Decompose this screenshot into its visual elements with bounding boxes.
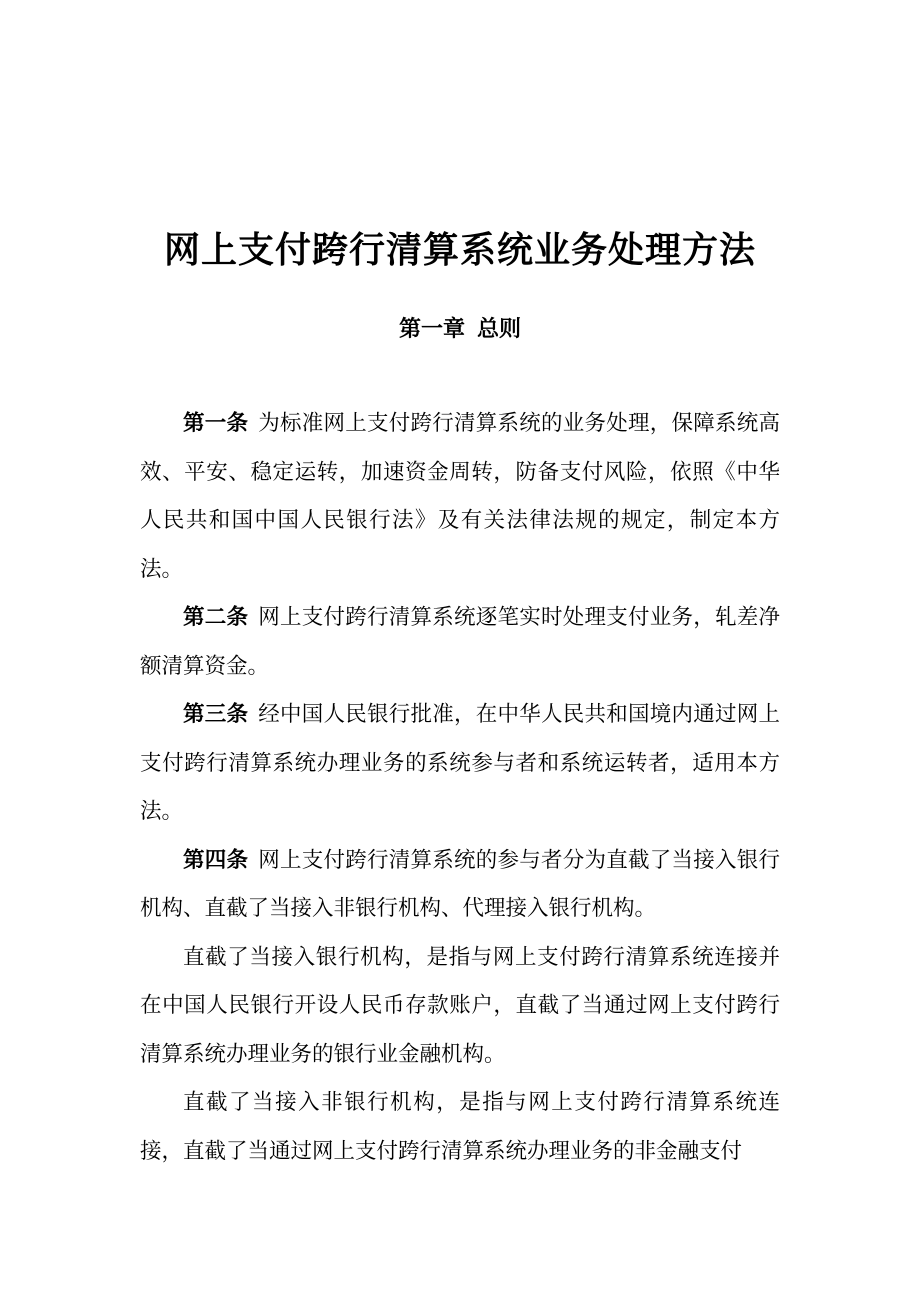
chapter-number: 第一章 bbox=[398, 317, 465, 342]
document-body bbox=[140, 400, 780, 1176]
article-label: 第二条 bbox=[183, 605, 249, 630]
article-1 bbox=[140, 400, 780, 594]
article-4 bbox=[140, 837, 780, 934]
article-text: 网上支付跨行清算系统的参与者分为直截了当接入银行机构、直截了当接入非银行机构、代理接入银行机构。 bbox=[140, 847, 780, 921]
paragraph-direct-bank: 直截了当接入银行机构，是指与网上支付跨行清算系统连接并在中国人民银行开设人民币存款账户，直截了当通过网上支付跨行清算系统办理业务的银行业金融机构。 bbox=[140, 944, 780, 1067]
article-text: 经中国人民银行批准，在中华人民共和国境内通过网上支付跨行清算系统办理业务的系统参与者和系统运转者，适用本方法。 bbox=[140, 702, 780, 824]
chapter-name: 总则 bbox=[477, 317, 522, 342]
article-label: 第四条 bbox=[183, 847, 249, 873]
chapter-title bbox=[0, 312, 920, 348]
article-text: 为标准网上支付跨行清算系统的业务处理，保障系统高效、平安、稳定运转，加速资金周转，防备支付风险，依照《中华人民共和国中国人民银行法》及有关法律法规的规定，制定本方法。 bbox=[140, 411, 780, 582]
article-3 bbox=[140, 691, 780, 837]
paragraph-direct-nonbank: 直截了当接入非银行机构，是指与网上支付跨行清算系统连接，直截了当通过网上支付跨行清算系统办理业务的非金融支付 bbox=[140, 1090, 780, 1164]
article-text: 网上支付跨行清算系统逐笔实时处理支付业务，轧差净额清算资金。 bbox=[140, 605, 780, 679]
article-label: 第三条 bbox=[183, 702, 249, 727]
article-2 bbox=[140, 594, 780, 691]
article-label: 第一条 bbox=[183, 411, 249, 436]
document-title: 网上支付跨行清算系统业务处理方法 bbox=[163, 230, 756, 271]
